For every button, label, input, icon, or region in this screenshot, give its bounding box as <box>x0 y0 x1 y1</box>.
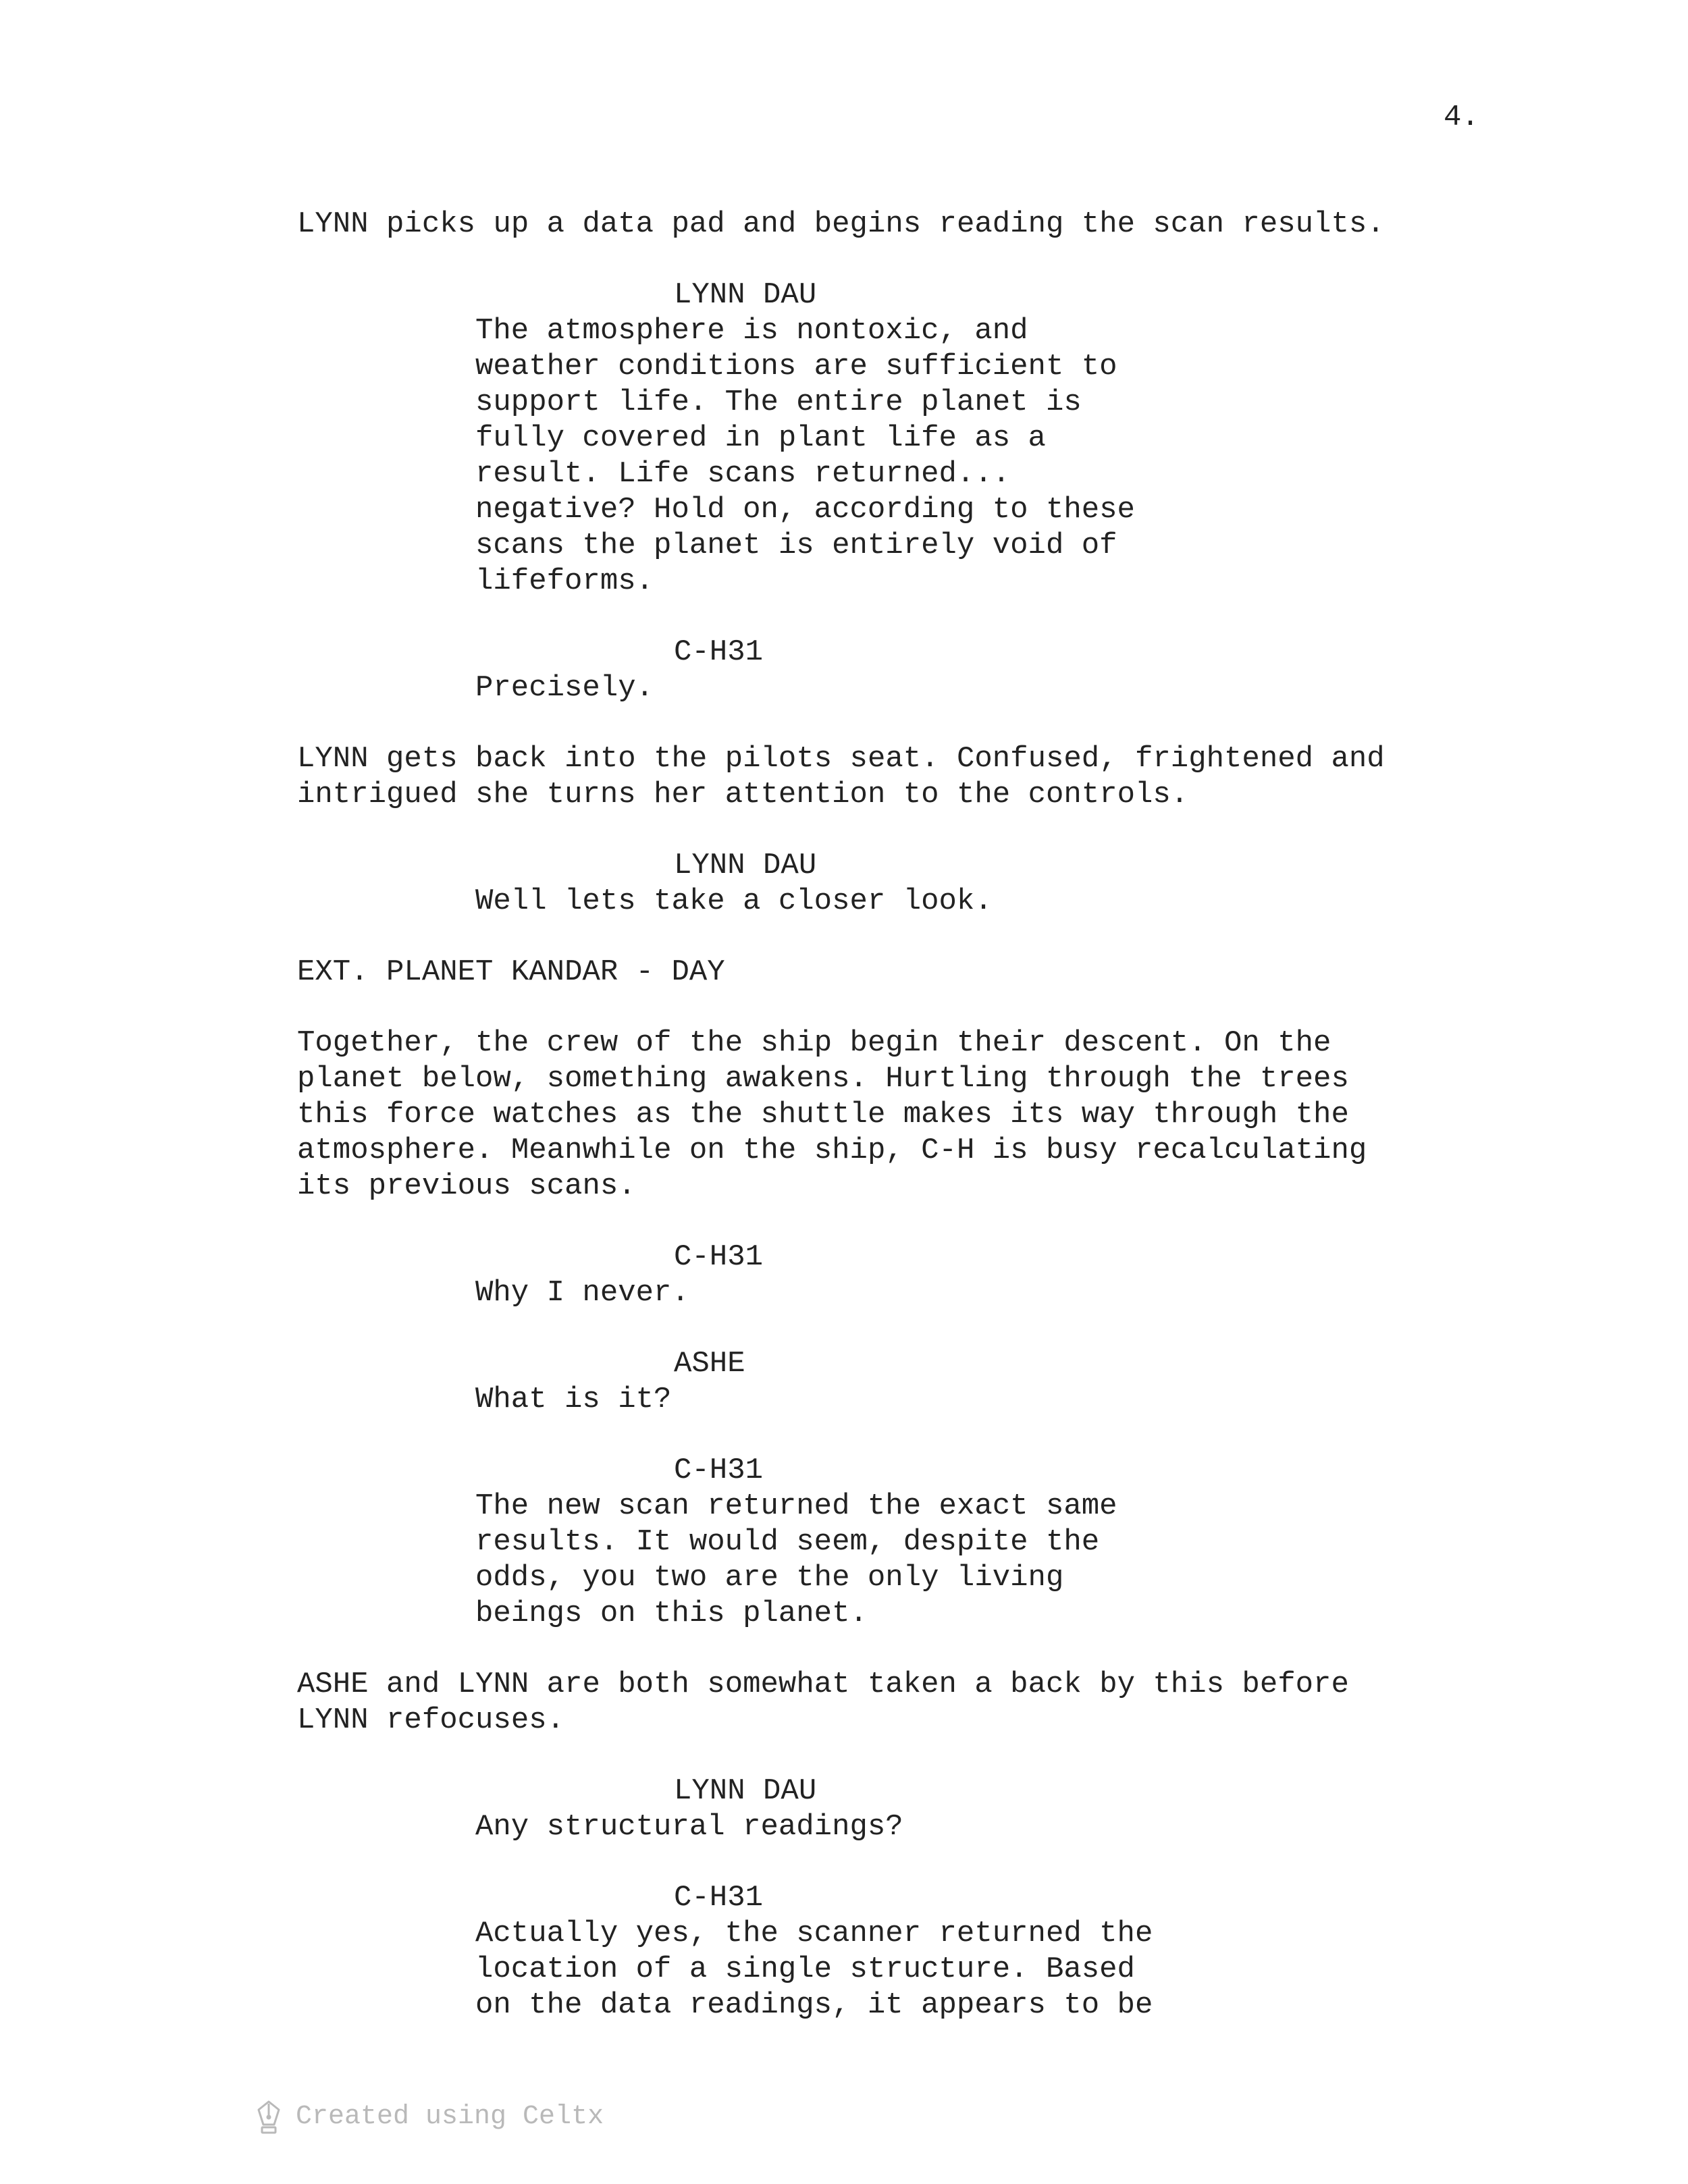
dialogue-line: beings on this planet. <box>475 1597 868 1630</box>
dialogue-line: result. Life scans returned... <box>475 457 1011 491</box>
dialogue-line: Precisely. <box>475 671 654 705</box>
dialogue-line: Actually yes, the scanner returned the <box>475 1917 1153 1950</box>
dialogue-line: weather conditions are sufficient to <box>475 350 1117 383</box>
dialogue-line: Well lets take a closer look. <box>475 884 993 918</box>
character-name: C-H31 <box>674 1240 764 1274</box>
character-name: C-H31 <box>674 1881 764 1915</box>
action-line: LYNN refocuses. <box>297 1703 565 1737</box>
dialogue-line: location of a single structure. Based <box>475 1952 1135 1986</box>
action-line: its previous scans. <box>297 1169 636 1203</box>
page-number: 4. <box>1444 101 1479 134</box>
celtx-pen-icon <box>255 2100 282 2135</box>
dialogue-line: on the data readings, it appears to be <box>475 1988 1153 2022</box>
dialogue-line: The atmosphere is nontoxic, and <box>475 314 1028 348</box>
dialogue-line: scans the planet is entirely void of <box>475 529 1117 562</box>
footer-text: Created using Celtx <box>296 2102 604 2132</box>
dialogue-line: negative? Hold on, according to these <box>475 493 1135 527</box>
dialogue-line: results. It would seem, despite the <box>475 1525 1100 1559</box>
character-name: C-H31 <box>674 1454 764 1487</box>
dialogue-line: lifeforms. <box>475 564 654 598</box>
action-line: Together, the crew of the ship begin their descent. On the <box>297 1026 1331 1060</box>
action-line: this force watches as the shuttle makes its way through the <box>297 1098 1349 1131</box>
dialogue-line: The new scan returned the exact same <box>475 1489 1117 1523</box>
dialogue-line: Why I never. <box>475 1276 689 1310</box>
character-name: LYNN DAU <box>674 1774 817 1808</box>
action-line: ASHE and LYNN are both somewhat taken a back by this before <box>297 1668 1349 1701</box>
action-line: atmosphere. Meanwhile on the ship, C-H is busy recalculating <box>297 1134 1367 1167</box>
dialogue-line: odds, you two are the only living <box>475 1561 1064 1595</box>
dialogue-line: support life. The entire planet is <box>475 385 1082 419</box>
action-line: LYNN picks up a data pad and begins reading the scan results. <box>297 207 1385 241</box>
dialogue-line: Any structural readings? <box>475 1810 903 1844</box>
character-name: LYNN DAU <box>674 849 817 882</box>
character-name: LYNN DAU <box>674 278 817 312</box>
action-line: LYNN gets back into the pilots seat. Confused, frightened and <box>297 742 1385 776</box>
character-name: ASHE <box>674 1347 745 1381</box>
character-name: C-H31 <box>674 635 764 669</box>
action-line: intrigued she turns her attention to the controls. <box>297 778 1189 811</box>
dialogue-line: fully covered in plant life as a <box>475 421 1046 455</box>
scene-heading: EXT. PLANET KANDAR - DAY <box>297 955 725 989</box>
action-line: planet below, something awakens. Hurtling through the trees <box>297 1062 1349 1096</box>
dialogue-line: What is it? <box>475 1383 672 1416</box>
celtx-footer <box>255 2098 604 2136</box>
